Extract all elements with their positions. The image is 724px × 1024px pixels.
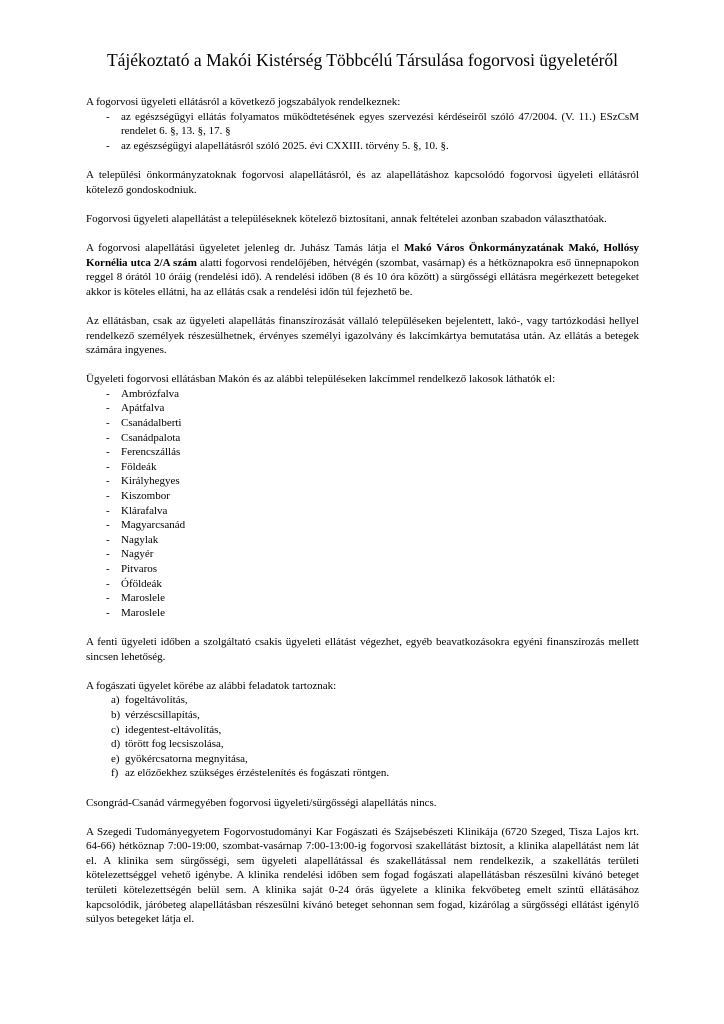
paragraph-county: Csongrád-Csanád vármegyében fogorvosi ügyeleti/sürgősségi alapellátás nincs. [86, 796, 437, 809]
paragraph-clinic: A Szegedi Tudományegyetem Fogorvostudományi Kar Fogászati és Szájsebészeti Klinikája (6720 Szeged, Tisza Lajos krt. 64-66) hétköznap 7:00-19:00, szombat-vasárnap 7:00-13:00-ig fogorvosi szakellátást biztosít, a klinika alapellátást nem lát el. A klinika sem sürgősségi, sem ügyeleti alapellátással és szakellátással nem rendelkezik, a szakellátás területi kötelezettséggel vehető igénybe. A klinika rendelési időben sem fogad fogászati alapellátásban részesülni kívánó beteget területi kötelezettségén belül sem. A klinika saját 0-24 órás ügyelete a klinika fekvőbeteg emelt szintű ellátásához kapcsolódik, járóbeteg alapellátásban részesülni kívánó beteget sehonnan sem fogad, kizárólag a sürgősségi ellátást igénylő súlyos betegeket látja el. [86, 825, 639, 926]
list-item [86, 110, 639, 139]
task-text: törött fog lecsiszolása, [125, 738, 224, 751]
list-item [86, 474, 639, 489]
document-page [86, 50, 639, 941]
list-item [86, 606, 639, 621]
letter-marker: e) [111, 752, 120, 765]
task-text: gyökércsatorna megnyitása, [125, 752, 248, 765]
list-item [86, 504, 639, 519]
dash-marker: - [106, 504, 110, 517]
law-text: az egészségügyi alapellátásról szóló 2025. évi CXXIII. törvény 5. §, 10. §. [121, 139, 449, 152]
list-item [86, 766, 639, 781]
dash-marker: - [106, 387, 110, 400]
tasks-intro: A fogászati ügyelet körébe az alábbi feladatok tartoznak: [86, 679, 337, 692]
paragraph-eligibility: Az ellátásban, csak az ügyeleti alapellátás finanszírozását vállaló településeken bejelentett, lakó-, vagy tartózkodási hellyel rendelkező személyek részesülhetnek, érvényes személyi igazolvány és lakcímkártya bemutatása után. Az ellátás a betegek számára ingyenes. [86, 314, 639, 357]
tasks-list [86, 693, 639, 781]
letter-marker: d) [111, 738, 121, 751]
settlement-name: Ferencszállás [121, 446, 181, 459]
letter-marker: c) [111, 723, 120, 736]
list-item [86, 547, 639, 562]
list-item [86, 445, 639, 460]
settlement-name: Földeák [121, 460, 157, 473]
settlement-name: Maroslele [121, 592, 165, 605]
provider-text-1: A fogorvosi alapellátási ügyeletet jelenleg dr. Juhász Tamás látja el [86, 241, 405, 254]
settlement-name: Ambrózfalva [121, 387, 180, 400]
settlement-name: Nagyér [121, 548, 154, 561]
paragraph-obligation: A települési önkormányzatoknak fogorvosi alapellátásról, és az alapellátáshoz kapcsolódó fogorvosi ügyeleti ellátásról kötelező gondoskodniuk. [86, 168, 639, 196]
dash-marker: - [106, 139, 110, 152]
dash-marker: - [106, 592, 110, 605]
dash-marker: - [106, 446, 110, 459]
settlement-name: Klárafalva [121, 504, 168, 517]
settlement-name: Nagylak [121, 533, 159, 546]
dash-marker: - [106, 577, 110, 590]
dash-marker: - [106, 475, 110, 488]
settlement-name: Kiszombor [121, 490, 170, 503]
list-item [86, 401, 639, 416]
dash-marker: - [106, 533, 110, 546]
task-text: vérzéscsillapítás, [125, 708, 200, 721]
task-text: idegentest-eltávolítás, [125, 723, 222, 736]
list-item [86, 460, 639, 475]
dash-marker: - [106, 417, 110, 430]
letter-marker: a) [111, 694, 120, 707]
list-item [86, 416, 639, 431]
laws-list [86, 110, 639, 154]
list-item [86, 139, 639, 154]
provider-text-2: alatti fogorvosi rendelőjében, hétvégén (szombat, vasárnap) és a hétköznapokra eső ünnepnapokon reggel 8 órától 10 óráig (rendelési idő). A rendelési időben (8 és 10 óra között) a sürgősségi ellátásra megérkezett betegeket akkor is köteles ellátni, ha az ellátás csak a rendelési időn túl fejezhető be. [86, 256, 639, 298]
settlement-name: Apátfalva [121, 402, 165, 415]
dash-marker: - [106, 548, 110, 561]
dash-marker: - [106, 431, 110, 444]
dash-marker: - [106, 402, 110, 415]
dash-marker: - [106, 606, 110, 619]
settlement-name: Maroslele [121, 606, 165, 619]
settlements-intro: Ügyeleti fogorvosi ellátásban Makón és az alábbi településeken lakcímmel rendelkező lakosok láthatók el: [86, 373, 556, 386]
paragraph-restriction: A fenti ügyeleti időben a szolgáltató csakis ügyeleti ellátást végezhet, egyéb beavatkozásokra egyéni finanszírozás mellett sincsen lehetőség. [86, 635, 639, 663]
list-item [86, 533, 639, 548]
list-item [86, 431, 639, 446]
dash-marker: - [106, 110, 110, 123]
list-item [86, 518, 639, 533]
list-item [86, 387, 639, 402]
settlement-name: Királyhegyes [121, 475, 180, 488]
provider-address: Makó Város Önkormányzatának Makó, Hollósy Kornélia utca 2/A szám [86, 241, 639, 269]
settlement-name: Csanádpalota [121, 431, 181, 444]
list-item [86, 591, 639, 606]
settlement-name: Óföldeák [121, 577, 162, 590]
dash-marker: - [106, 563, 110, 575]
document-title: Tájékoztató a Makói Kistérség Többcélú Társulása fogorvosi ügyeletéről [106, 50, 619, 70]
letter-marker: f) [111, 767, 119, 780]
settlement-name: Pitvaros [121, 563, 158, 575]
dash-marker: - [106, 460, 110, 473]
laws-intro: A fogorvosi ügyeleti ellátásról a következő jogszabályok rendelkeznek: [86, 96, 401, 108]
list-item [86, 723, 639, 738]
task-text: az előzőekhez szükséges érzéstelenítés és fogászati röntgen. [125, 767, 390, 780]
paragraph-provider [86, 241, 639, 299]
settlements-list [86, 387, 639, 621]
letter-marker: b) [111, 708, 121, 721]
list-item [86, 577, 639, 592]
dash-marker: - [106, 490, 110, 503]
list-item [86, 752, 639, 767]
list-item [86, 737, 639, 752]
task-text: fogeltávolítás, [125, 694, 188, 707]
list-item [86, 708, 639, 723]
paragraph-conditions: Fogorvosi ügyeleti alapellátást a településeknek kötelező biztosítani, annak feltételei azonban szabadon választhatóak. [86, 212, 607, 225]
settlement-name: Magyarcsanád [121, 519, 186, 532]
list-item [86, 489, 639, 504]
list-item [86, 693, 639, 708]
list-item [86, 562, 639, 577]
law-text: az egészségügyi ellátás folyamatos működtetésének egyes szervezési kérdéseiről szóló 47/2004. (V. 11.) ESzCsM rendelet 6. §, 13. §, 17. § [121, 110, 639, 138]
dash-marker: - [106, 519, 110, 532]
settlement-name: Csanádalberti [121, 417, 182, 430]
